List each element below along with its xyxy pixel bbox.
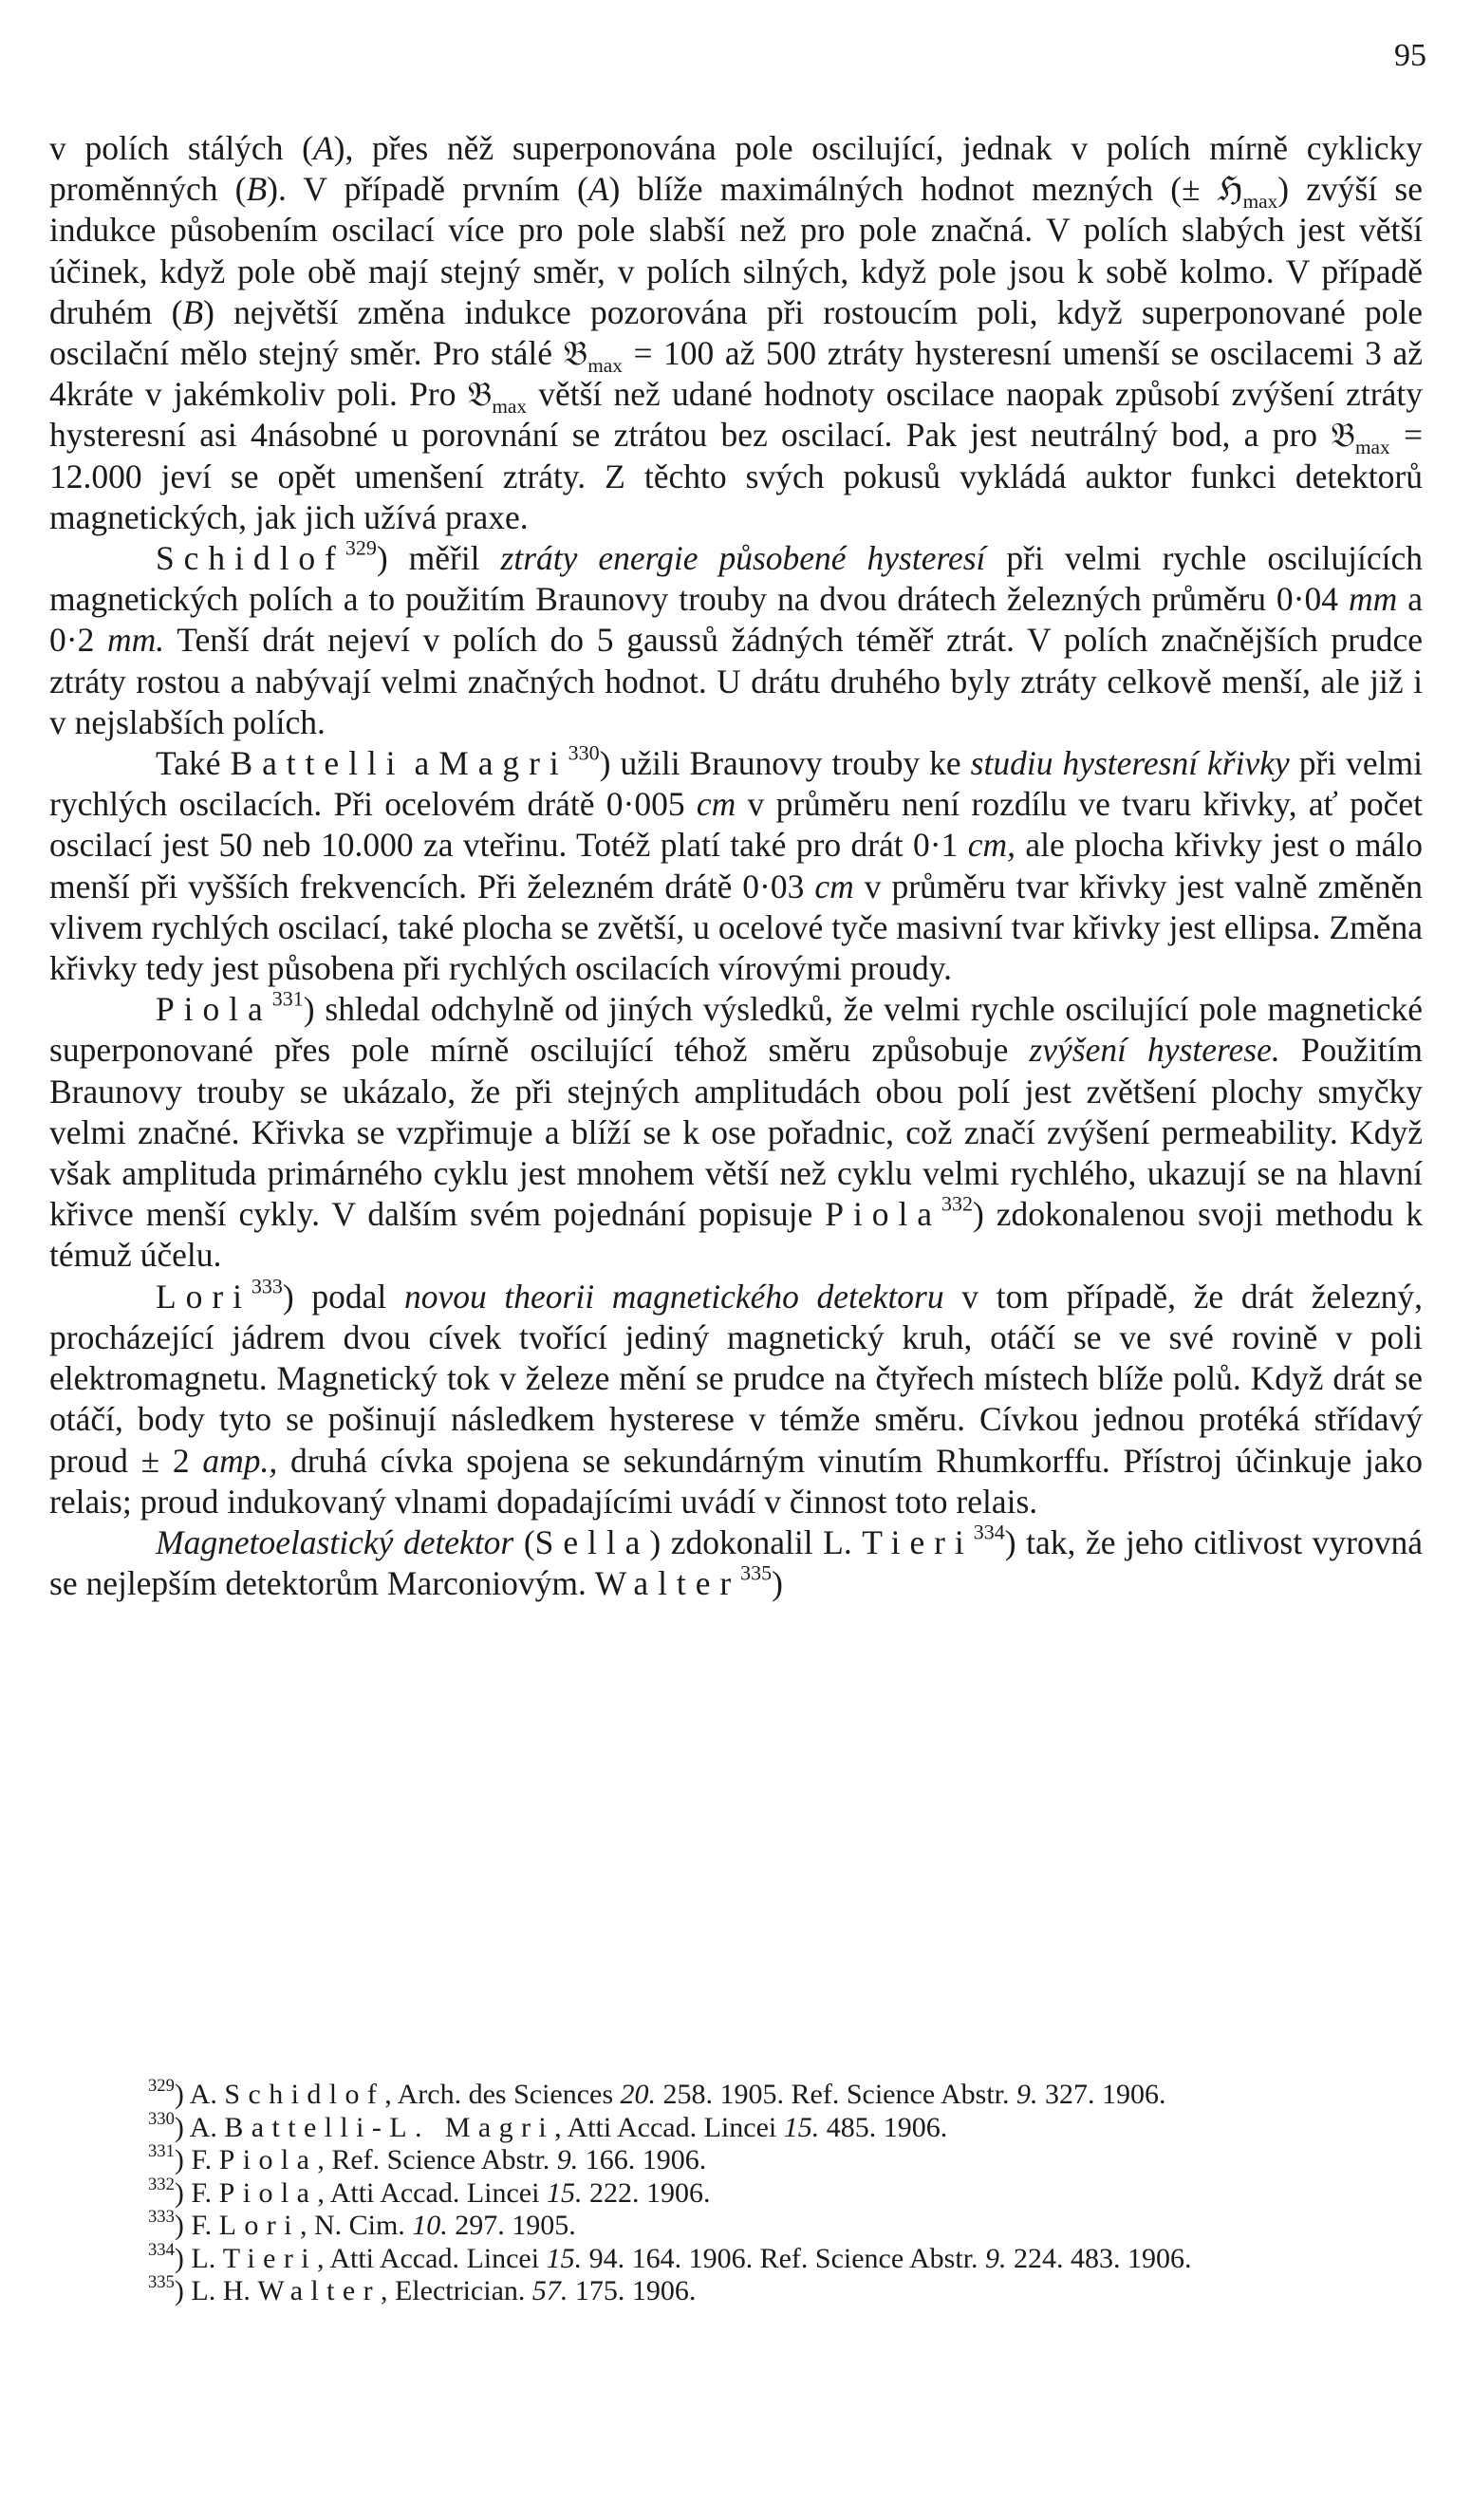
spaced-name: Lori — [156, 1277, 252, 1316]
text-run: ) zdokonalil L. — [649, 1522, 863, 1561]
footnote-ref: 333 — [251, 1274, 283, 1298]
spaced-name: Tieri — [862, 1522, 974, 1561]
text-run: v polích stálých ( — [49, 129, 313, 167]
italic-text: 15. — [546, 2242, 583, 2274]
italic-text: A — [587, 170, 609, 209]
text-run: při velmi rychle oscilujících magnetických polích a to použitím Braunovy trouby na dvou drátech železných průměru 0·04 — [49, 539, 1423, 619]
text-run: Tenší drát nejeví v polích do 5 gaussů žádných téměř ztrát. V polích značnějších prudce ztráty rostou a nabývají velmi značných hodnot. U drátu druhého byly ztráty celkově menší, ale již i v nejslabších polích. — [49, 621, 1423, 741]
italic-text: B — [246, 170, 268, 209]
text-run: ) F. — [174, 2144, 219, 2175]
text-run: 327. 1906. — [1037, 2079, 1166, 2110]
italic-text: 10. — [412, 2210, 448, 2241]
text-run: ) zdokonalenou svoji methodu k témuž účelu. — [49, 1195, 1423, 1275]
text-run: , Atti Accad. Lincei — [554, 2111, 784, 2143]
footnote-ref: 329 — [345, 535, 377, 560]
text-run: ) zvýší se indukce působením oscilací více pro pole slabší než pro pole značná. V polích slabých jest větší účinek, když pole obě mají stejný směr, v polích silných, když pole jsou k sobě kolmo. V případě druhém ( — [49, 170, 1423, 331]
text-run: v tom případě, že drát železný, procházející jádrem dvou cívek tvořící jediný magnetický kruh, otáčí se ve své rovině v poli elektromagnetu. Magnetický tok v železe mění se prudce na čtyřech místech blíže polů. Když drát se otáčí, body tyto se pošinují následkem hysterese v témže směru. Cívkou jednou protéká střídavý proud ± 2 — [49, 1277, 1423, 1480]
text-run: ) blíže maximálných hodnot mezných (± ℌ — [608, 170, 1243, 209]
subscript: max — [492, 395, 528, 419]
text-run: ), přes něž superponována pole oscilující, jednak v polích mírně cyklicky proměnných ( — [49, 129, 1423, 209]
paragraph-4 — [49, 986, 1423, 1276]
text-run: 485. 1906. — [819, 2111, 948, 2143]
italic-text: 20. — [620, 2079, 657, 2110]
subscript: max — [587, 354, 623, 378]
text-run: ). V případě prvním ( — [267, 170, 588, 209]
italic-text: Magnetoelastický detektor — [156, 1522, 514, 1561]
footnote-329 — [49, 2075, 1423, 2112]
footnote-333 — [49, 2206, 1423, 2243]
text-run: ) podal — [282, 1277, 404, 1316]
footnote-331 — [49, 2140, 1423, 2177]
text-run: ) shledal odchylně od jiných výsledků, že velmi rychle oscilující pole magnetické superponované přes pole mírně oscilující téhož směru způsobuje — [49, 990, 1423, 1070]
italic-text: 9. — [556, 2144, 579, 2175]
italic-text: mm — [1348, 580, 1398, 619]
text-run: , N. Cim. — [299, 2210, 413, 2241]
text-run: ) F. — [174, 2210, 219, 2241]
text-run: , Atti Accad. Lincei — [316, 2242, 547, 2274]
text-run: ) tak, že jeho citlivost vyrovná se nejlepším detektorům Marconiovým. — [49, 1522, 1424, 1603]
spaced-name: Battelli-L. Magri — [224, 2111, 555, 2143]
subscript: max — [1354, 436, 1390, 459]
spaced-name: Walter — [594, 1564, 741, 1603]
italic-text: cm, — [967, 826, 1016, 865]
text-run: větší než udané hodnoty oscilace naopak způsobí zvýšení ztráty hysteresní asi 4násobné u porovnání se ztrátou bez oscilací. Pak jest neutrálný bod, a pro 𝔅 — [49, 375, 1423, 455]
italic-text: cm — [814, 867, 854, 905]
italic-text: B — [182, 292, 204, 331]
footnote-ref: 335 — [740, 1560, 773, 1585]
text-run: , Arch. des Sciences — [384, 2079, 621, 2110]
text-run: ) A. — [174, 2111, 225, 2143]
text-run: 94. 164. 1906. Ref. Science Abstr. — [582, 2242, 986, 2274]
text-run: ale plocha křivky jest o málo menší při vyšších frekvencích. Při železném drátě 0·03 — [49, 826, 1424, 905]
paragraph-5 — [49, 1274, 1423, 1522]
text-run: ) L. H. — [174, 2275, 258, 2306]
italic-text: zvýšení hysterese. — [1029, 1031, 1280, 1070]
footnote-ref: 335 — [148, 2271, 175, 2292]
footnote-ref: 332 — [941, 1191, 973, 1216]
text-run: ) měřil — [376, 539, 501, 578]
text-run: v průměru tvar křivky jest valně změněn vlivem rychlých oscilací, také plocha se zvětší, u ocelové tyče masivní tvar křivky jest ellipsa. Změna křivky tedy jest působena při rychlých oscilacích vírovými proudy. — [49, 867, 1423, 988]
text-run: a — [404, 744, 439, 783]
italic-text: cm — [696, 785, 736, 824]
spaced-name: Lori — [218, 2210, 300, 2241]
subscript: max — [1242, 190, 1278, 214]
text-run: ) F. — [174, 2176, 219, 2209]
text-run: druhá cívka spojena se sekundárným vinutím Rhumkorffu. Přístroj účinkuje jako relais; proud indukovaný vlnami dopadajícími uvádí v činnost toto relais. — [49, 1441, 1423, 1521]
body-text — [49, 128, 1423, 1604]
paragraph-2 — [49, 535, 1423, 743]
footnote-ref: 333 — [148, 2206, 175, 2227]
text-run: 297. 1905. — [447, 2210, 576, 2241]
italic-text: A — [312, 129, 334, 167]
footnote-335 — [49, 2271, 1423, 2308]
spaced-name: Magri — [438, 744, 568, 783]
spaced-name: Tieri — [222, 2242, 317, 2274]
italic-text: 15. — [546, 2176, 583, 2209]
spaced-name: Piola — [825, 1195, 941, 1234]
text-run: a 0·2 — [49, 580, 1423, 660]
footnote-ref: 331 — [271, 986, 304, 1011]
footnote-ref: 331 — [148, 2140, 175, 2161]
italic-text: 57. — [531, 2275, 568, 2306]
text-run: při velmi rychlých oscilacích. Při ocelovém drátě 0·005 — [49, 744, 1423, 824]
paragraph-6 — [49, 1522, 1423, 1604]
italic-text: 9. — [985, 2242, 1007, 2274]
text-run: = 12.000 jeví se opět umenšení ztráty. Z těchto svých pokusů vykládá auktor funkci detektorů magnetických, jak jich užívá praxe. — [49, 416, 1423, 536]
text-run: 224. 483. 1906. — [1006, 2242, 1192, 2274]
text-run: Také — [156, 744, 231, 783]
footnote-ref: 334 — [148, 2239, 175, 2260]
text-run: ( — [513, 1522, 535, 1561]
spaced-name: Sella — [534, 1522, 650, 1561]
text-run: , Electrician. — [380, 2275, 532, 2306]
text-run: Použitím Braunovy trouby se ukázalo, že při stejných amplitudách obou polí jest zvětšení plochy smyčky velmi značné. Křivka se vzpřimuje a blíží se k ose pořadnic, což značí zvýšení permeability. Když však amplituda primárného cyklu jest mnohem větší než cyklu velmi rychlého, ukazují se na hlavní křivce menší cykly. V dalším svém pojednání popisuje — [49, 1031, 1423, 1234]
text-run: ) — [772, 1564, 783, 1603]
spaced-name: Piola — [156, 990, 272, 1029]
italic-text: amp., — [202, 1441, 278, 1480]
italic-text: mm. — [107, 621, 165, 660]
text-run: 166. 1906. — [578, 2144, 707, 2175]
spaced-name: Battelli — [230, 744, 405, 783]
italic-text: 15. — [783, 2111, 820, 2143]
footnote-ref: 332 — [148, 2174, 175, 2194]
text-run: , Atti Accad. Lincei — [317, 2176, 547, 2209]
text-run: ) užili Braunovy trouby ke — [599, 744, 971, 783]
footnote-ref: 329 — [148, 2075, 175, 2096]
spaced-name: Piola — [218, 2144, 318, 2175]
footnote-330 — [49, 2108, 1423, 2145]
paragraph-3 — [49, 740, 1424, 989]
text-run: ) A. — [174, 2079, 225, 2110]
footnote-ref: 334 — [973, 1520, 1005, 1544]
text-run: ) největší změna indukce pozorována při rostoucím poli, když superponované pole oscilační mělo stejný směr. Pro stálé 𝔅 — [49, 292, 1423, 373]
text-run: ) L. — [174, 2242, 223, 2274]
footnote-332 — [49, 2174, 1423, 2211]
text-run: 222. 1906. — [582, 2176, 711, 2209]
text-run: 258. 1905. Ref. Science Abstr. — [656, 2079, 1016, 2110]
spaced-name: Schidlof — [224, 2079, 385, 2110]
italic-text: 9. — [1015, 2079, 1038, 2110]
italic-text: novou theorii magnetického detektoru — [403, 1277, 944, 1316]
text-run: 175. 1906. — [568, 2275, 697, 2306]
spaced-name: Piola — [218, 2176, 318, 2209]
text-run: , Ref. Science Abstr. — [317, 2144, 557, 2175]
page-number: 95 — [1394, 38, 1426, 73]
footnote-ref: 330 — [148, 2108, 175, 2129]
text-run: v průměru není rozdílu ve tvaru křivky, ať počet oscilací jest 50 neb 10.000 za vteřinu. Totéž platí také pro drát 0·1 — [49, 785, 1423, 865]
footnotes — [49, 2075, 1423, 2308]
paragraph-1 — [49, 128, 1423, 538]
text-run: = 100 až 500 ztráty hysteresní umenší se oscilacemi 3 až 4kráte v jakémkoliv poli. Pro 𝔅 — [49, 334, 1423, 414]
spaced-name: Walter — [257, 2275, 381, 2306]
footnote-ref: 330 — [568, 740, 600, 765]
italic-text: studiu hysteresní křivky — [970, 744, 1290, 783]
spaced-name: Schidlof — [156, 539, 345, 578]
italic-text: ztráty energie působené hysteresí — [500, 539, 986, 578]
footnote-334 — [49, 2239, 1423, 2276]
